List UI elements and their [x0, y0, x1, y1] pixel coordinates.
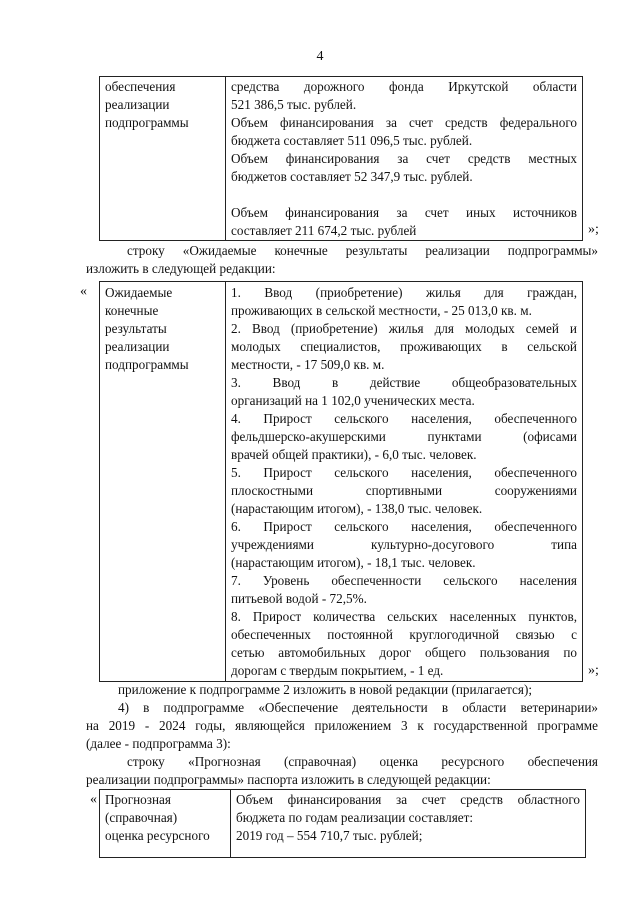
opening-quote: «: [80, 284, 87, 299]
text-line: составляет 211 674,2 тыс. рублей: [231, 223, 417, 238]
text-line: средства дорожного фонда Иркутской области: [231, 79, 577, 94]
text-line: 7. Уровень обеспеченности сельского населения: [231, 573, 577, 588]
text-line: 6. Прирост сельского населения, обеспеченного: [231, 519, 577, 534]
text-line: бюджета по годам реализации составляет:: [236, 810, 474, 825]
results-table: [99, 281, 583, 682]
label-line: подпрограммы: [105, 357, 189, 372]
label-line: подпрограммы: [105, 115, 189, 130]
paragraph-line: на 2019 - 2024 годы, являющейся приложением 3 к государственной программе: [86, 718, 598, 733]
resource-label-cell: [100, 790, 231, 858]
text-line: бюджетов составляет 52 347,9 тыс. рублей.: [231, 169, 473, 184]
paragraph-line: реализации подпрограммы» паспорта изложить в следующей редакции:: [86, 772, 491, 787]
text-line: 1. Ввод (приобретение) жилья для граждан,: [231, 285, 577, 300]
opening-quote: «: [90, 792, 97, 807]
text-line: 521 386,5 тыс. рублей.: [231, 97, 357, 112]
text-line: 2019 год – 554 710,7 тыс. рублей;: [236, 828, 423, 843]
text-line: (нарастающим итогом), - 18,1 тыс. человек.: [231, 555, 476, 570]
text-line: 8. Прирост количества сельских населенных пунктов,: [231, 609, 577, 624]
text-line: (нарастающим итогом), - 138,0 тыс. человек.: [231, 501, 483, 516]
closing-quote: »;: [588, 663, 599, 678]
paragraph-line: строку «Ожидаемые конечные результаты реализации подпрограммы»: [127, 243, 598, 258]
label-line: Ожидаемые: [105, 285, 173, 300]
text-line: обеспеченных постоянной круглогодичной связью с: [231, 627, 577, 642]
text-line: 3. Ввод в действие общеобразовательных: [231, 375, 577, 390]
text-line: бюджета составляет 511 096,5 тыс. рублей.: [231, 133, 473, 148]
closing-quote: »;: [588, 222, 599, 237]
paragraph-line: приложение к подпрограмме 2 изложить в новой редакции (прилагается);: [118, 682, 533, 697]
text-line: Объем финансирования за счет средств федерального: [231, 115, 577, 130]
text-line: учреждениями культурно-досугового типа: [231, 537, 577, 552]
text-line: сетью автомобильных дорог общего пользования по: [231, 645, 577, 660]
label-line: реализации: [105, 339, 170, 354]
text-line: организаций на 1 102,0 ученических места.: [231, 393, 475, 408]
label-line: реализации: [105, 97, 170, 112]
funding-text-cell: [226, 77, 583, 241]
text-line: 5. Прирост сельского населения, обеспеченного: [231, 465, 577, 480]
text-line: Объем финансирования за счет средств местных: [231, 151, 577, 166]
paragraph-line: строку «Прогнозная (справочная) оценка ресурсного обеспечения: [127, 754, 598, 769]
label-line: Прогнозная: [105, 792, 171, 807]
text-line: Объем финансирования за счет иных источников: [231, 205, 577, 220]
label-line: обеспечения: [105, 79, 176, 94]
text-line: плоскостными спортивными сооружениями: [231, 483, 577, 498]
page-number: 4: [316, 49, 324, 64]
label-line: конечные: [105, 303, 159, 318]
label-line: оценка ресурсного: [105, 828, 210, 843]
text-line: врачей общей практики), - 6,0 тыс. человек.: [231, 447, 477, 462]
text-line: Объем финансирования за счет средств областного: [236, 792, 580, 807]
paragraph-line: 4) в подпрограмме «Обеспечение деятельности в области ветеринарии»: [118, 700, 598, 715]
text-line: 2. Ввод (приобретение) жилья для молодых семей и: [231, 321, 577, 336]
results-text-cell: [226, 282, 583, 682]
text-line: молодых специалистов, проживающих в сельской: [231, 339, 577, 354]
funding-table: [99, 76, 583, 241]
text-line: дорогам с твердым покрытием, - 1 ед.: [231, 663, 444, 678]
label-line: результаты: [105, 321, 167, 336]
text-line: 4. Прирост сельского населения, обеспеченного: [231, 411, 577, 426]
resource-table: [99, 789, 586, 858]
text-line: питьевой водой - 72,5%.: [231, 591, 367, 606]
text-line: местности, - 17 509,0 кв. м.: [231, 357, 385, 372]
results-label-cell: [100, 282, 226, 682]
paragraph-line: (далее - подпрограмма 3):: [86, 736, 231, 751]
label-line: (справочная): [105, 810, 178, 825]
paragraph-line: изложить в следующей редакции:: [86, 261, 276, 276]
resource-text-cell: [231, 790, 586, 858]
text-line: фельдшерско-акушерскими пунктами (офисами: [231, 429, 577, 444]
funding-label-cell: [100, 77, 226, 241]
text-line: проживающих в сельской местности, - 25 013,0 кв. м.: [231, 303, 532, 318]
